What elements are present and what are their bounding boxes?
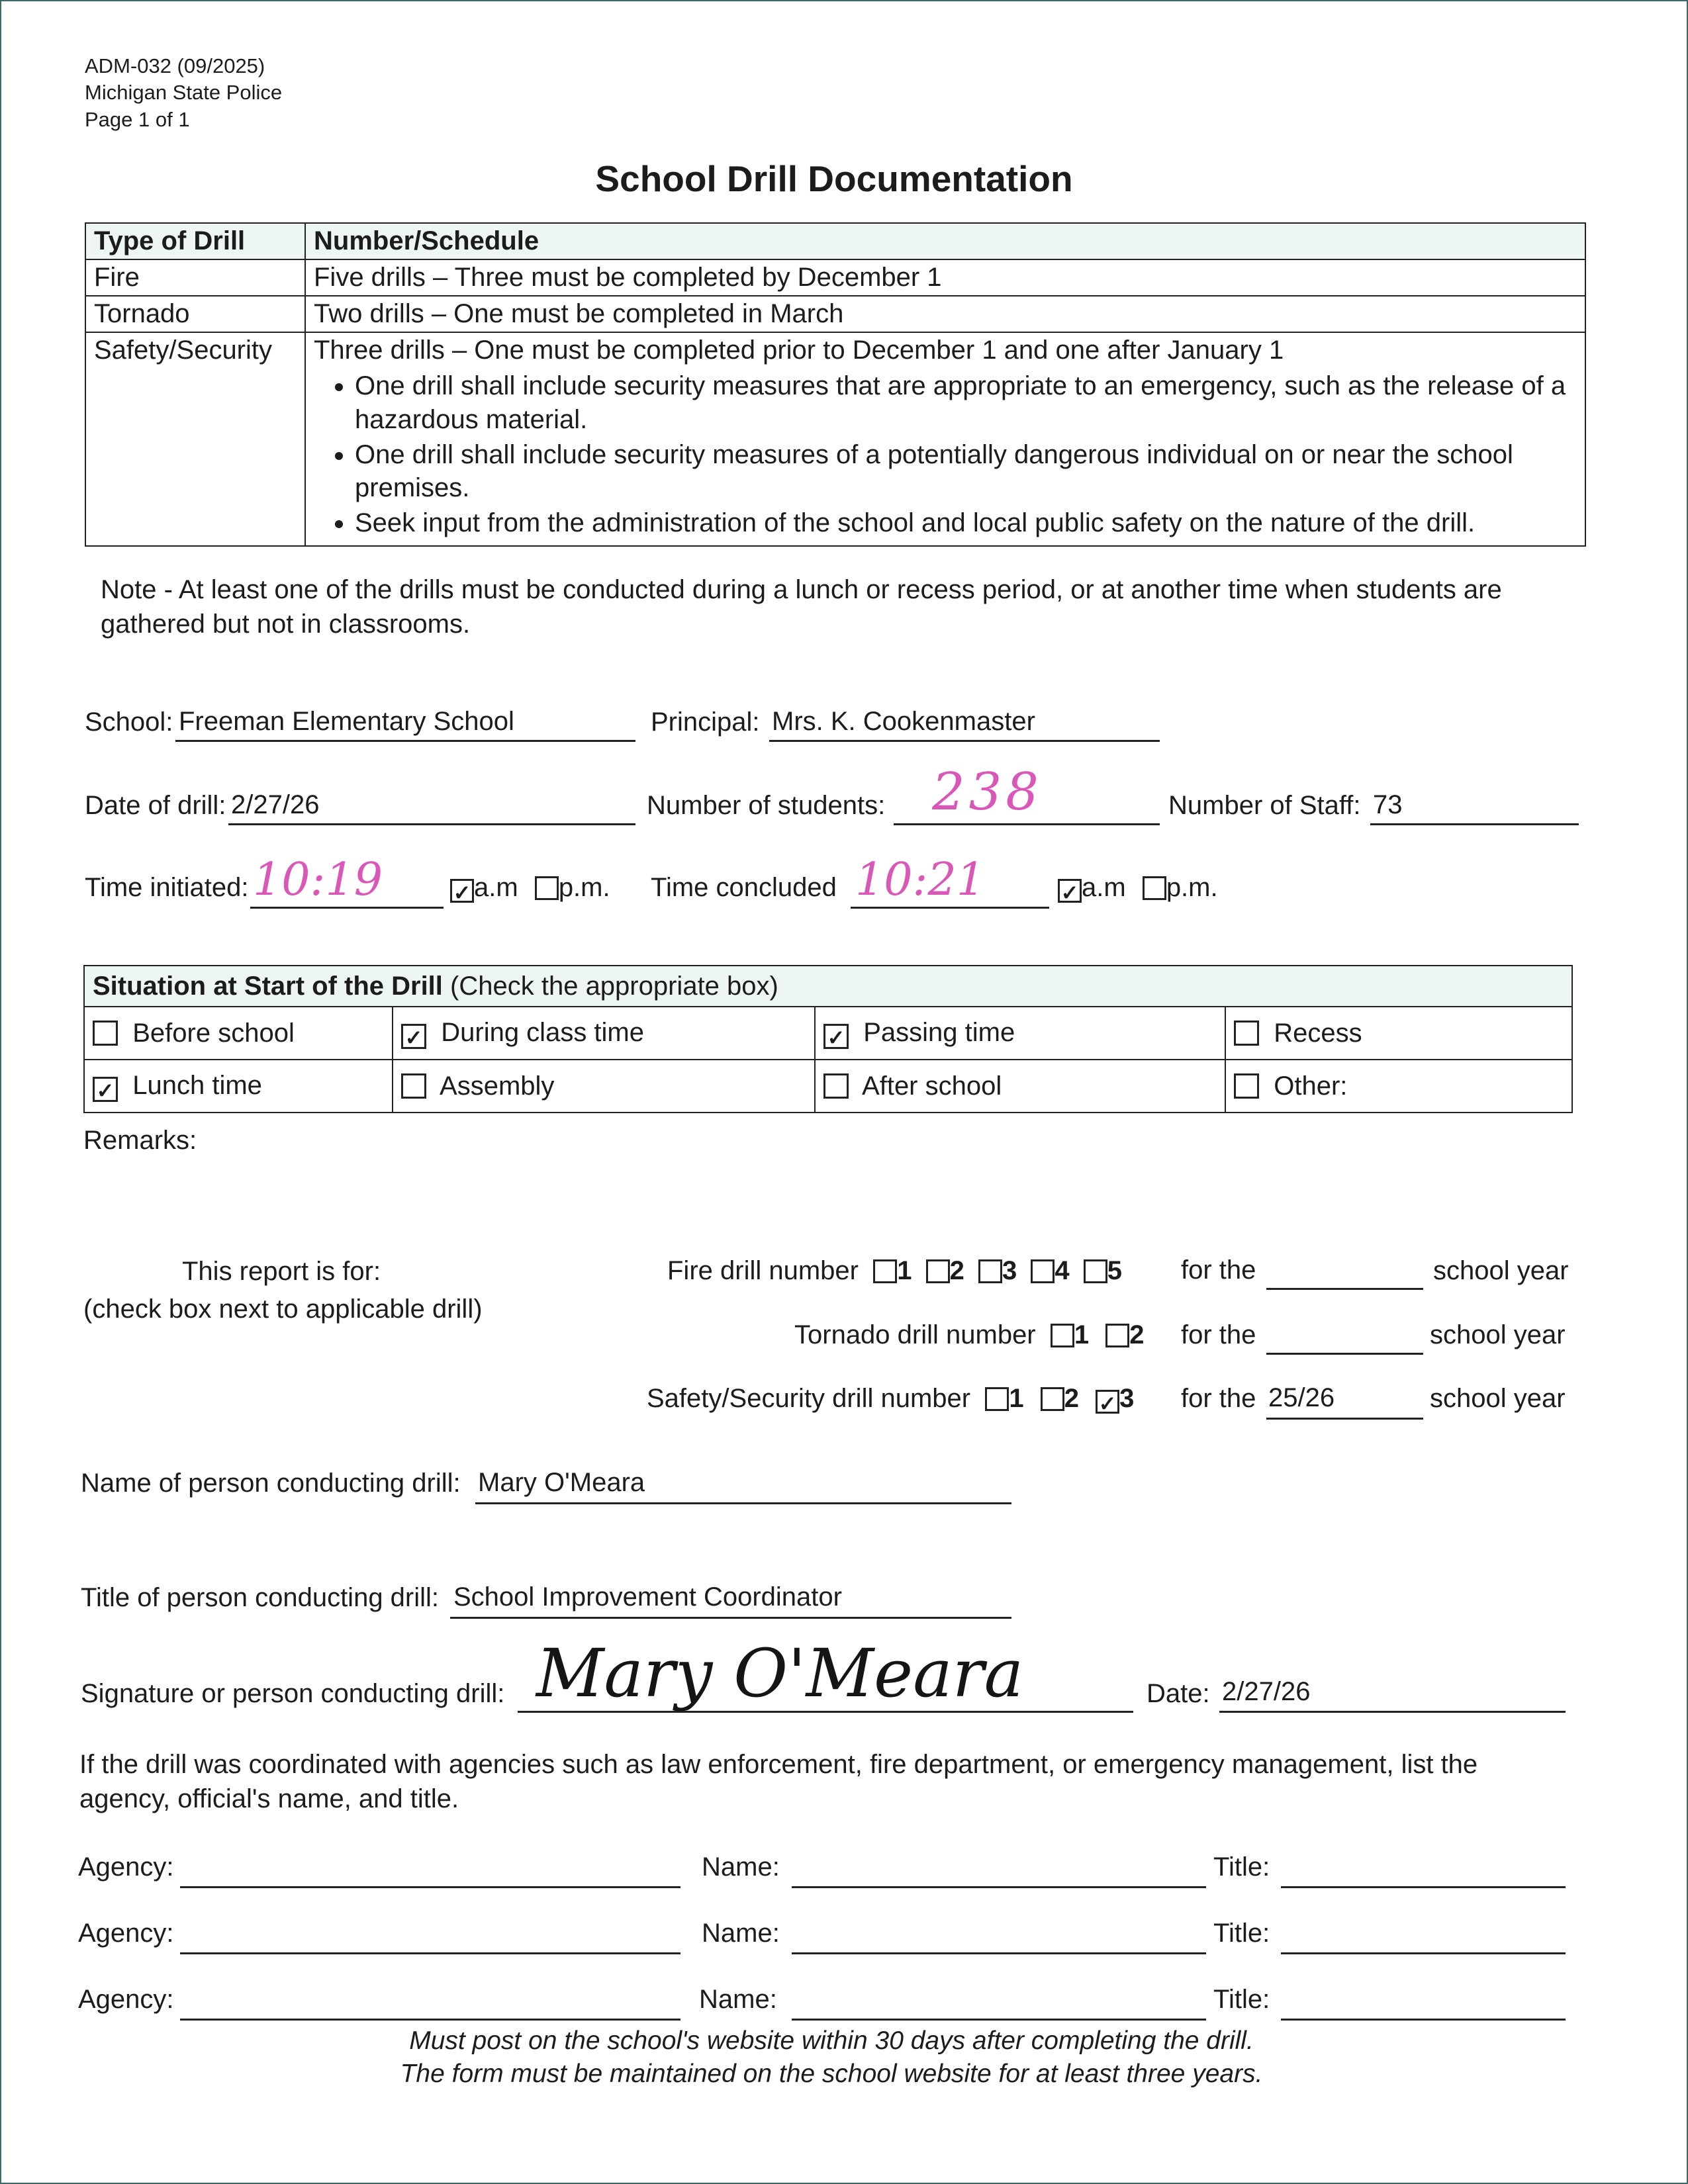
checkbox[interactable]: ✓ <box>93 1077 118 1102</box>
footer-note-1: Must post on the school's website within 30 days after completing the drill. <box>409 2026 1254 2055</box>
safety-year-line <box>1266 1418 1423 1420</box>
fire-drill-4-checkbox[interactable] <box>1031 1259 1055 1283</box>
am-label: a.m <box>474 873 518 902</box>
checkbox[interactable] <box>93 1021 118 1046</box>
staff-line <box>1370 823 1579 825</box>
situation-heading-note: (Check the appropriate box) <box>450 971 778 1001</box>
am-checkbox[interactable]: ✓ <box>450 879 474 903</box>
option-label: Before school <box>132 1018 295 1048</box>
drill-schedule-cell <box>305 332 1585 546</box>
situation-heading <box>84 966 1572 1007</box>
tornado-drill-row <box>794 1320 1145 1350</box>
situation-table <box>83 965 1573 1113</box>
title-label: Title: <box>1213 1852 1270 1882</box>
title-label: Title: <box>1213 1919 1270 1948</box>
checkbox[interactable] <box>401 1073 426 1099</box>
title-of-person-line <box>450 1617 1011 1619</box>
agency-field[interactable] <box>180 1886 680 1888</box>
page-title: School Drill Documentation <box>595 158 1073 199</box>
agency-name: Michigan State Police <box>85 81 283 105</box>
form-header <box>85 53 282 133</box>
drill-type: Fire <box>85 259 305 296</box>
situation-option[interactable] <box>393 1007 815 1060</box>
fire-drill-label: Fire drill number <box>667 1256 859 1285</box>
report-for-label: This report is for: <box>182 1257 381 1286</box>
school-label: School: <box>85 707 173 737</box>
remarks-label: Remarks: <box>83 1126 197 1155</box>
list-item: • One drill shall include security measures of a potentially dangerous individual on or near the school premises. <box>355 438 1577 506</box>
fire-drill-5-checkbox[interactable] <box>1084 1259 1107 1283</box>
checkbox[interactable] <box>1234 1021 1259 1046</box>
table-row <box>85 332 1585 546</box>
official-title-field[interactable] <box>1281 1886 1566 1888</box>
name-label: Name: <box>702 1919 780 1948</box>
official-name-field[interactable] <box>792 1886 1206 1888</box>
date-of-drill-label: Date of drill: <box>85 791 226 820</box>
list-item: • Seek input from the administration of the school and local public safety on the nature of the drill. <box>355 506 1577 540</box>
option-label: Other: <box>1274 1071 1348 1101</box>
table-row <box>85 259 1585 296</box>
name-label: Name: <box>699 1985 777 2014</box>
for-the-label: for the <box>1181 1320 1256 1349</box>
title-of-person-field[interactable]: School Improvement Coordinator <box>453 1582 842 1612</box>
number-label: 3 <box>1002 1256 1017 1285</box>
pm-label: p.m. <box>1166 873 1218 902</box>
agencies-instructions: If the drill was coordinated with agencies such as law enforcement, fire department, or emergency management, list the agency, official's name, and title. <box>79 1750 1478 1813</box>
number-label: 2 <box>949 1256 964 1285</box>
name-label: Name: <box>702 1852 780 1882</box>
signature-date-label: Date: <box>1147 1679 1210 1708</box>
staff-field[interactable]: 73 <box>1373 790 1403 819</box>
staff-label: Number of Staff: <box>1168 791 1361 820</box>
agency-label: Agency: <box>78 1985 174 2014</box>
safety-drill-2-checkbox[interactable] <box>1041 1387 1064 1411</box>
school-year-label: school year <box>1430 1320 1566 1349</box>
drill-type: Safety/Security <box>85 332 305 546</box>
option-label: Passing time <box>863 1017 1015 1047</box>
time-initiated-label: Time initiated: <box>85 873 249 902</box>
situation-option[interactable] <box>393 1060 815 1113</box>
principal-line <box>769 740 1160 742</box>
drill-type: Tornado <box>85 296 305 332</box>
number-label: 5 <box>1107 1256 1122 1285</box>
signature-date-line <box>1219 1711 1566 1713</box>
drill-schedule: Five drills – Three must be completed by December 1 <box>305 259 1585 296</box>
situation-option[interactable] <box>815 1007 1225 1060</box>
number-label: 2 <box>1064 1384 1079 1413</box>
number-label: 3 <box>1119 1384 1135 1413</box>
option-label: Assembly <box>440 1071 555 1101</box>
name-of-person-line <box>475 1502 1011 1504</box>
form-number: ADM-032 (09/2025) <box>85 54 265 77</box>
option-label: Lunch time <box>132 1070 262 1100</box>
drill-schedule: Two drills – One must be completed in March <box>305 296 1585 332</box>
signature-field[interactable]: Mary O'Meara <box>536 1635 1024 1712</box>
school-year-label: school year <box>1433 1256 1569 1285</box>
tornado-drill-2-checkbox[interactable] <box>1105 1324 1129 1347</box>
fire-drill-3-checkbox[interactable] <box>978 1259 1002 1283</box>
for-the-label: for the <box>1181 1255 1256 1285</box>
tornado-year-field[interactable] <box>1266 1353 1423 1355</box>
time-initiated-field[interactable]: 10:19 <box>253 854 383 906</box>
report-for-instructions: (check box next to applicable drill) <box>83 1295 483 1324</box>
pm-checkbox[interactable] <box>1143 876 1166 900</box>
table-header-row <box>85 223 1585 259</box>
agency-label: Agency: <box>78 1919 174 1948</box>
safety-drill-row <box>647 1383 1134 1414</box>
title-of-person-label: Title of person conducting drill: <box>81 1583 440 1612</box>
pm-checkbox[interactable] <box>535 876 559 900</box>
signature-label: Signature or person conducting drill: <box>81 1679 505 1708</box>
option-label: Recess <box>1274 1018 1362 1048</box>
number-label: 1 <box>897 1256 912 1285</box>
agency-field[interactable] <box>180 1952 680 1954</box>
checkbox[interactable]: ✓ <box>401 1024 426 1049</box>
situation-heading-bold: Situation at Start of the Drill <box>93 971 443 1001</box>
safety-drill-3-checkbox[interactable]: ✓ <box>1096 1390 1119 1414</box>
fire-drill-row <box>667 1255 1122 1286</box>
name-of-person-field[interactable]: Mary O'Meara <box>478 1468 645 1497</box>
official-name-field[interactable] <box>792 1952 1206 1954</box>
situation-option[interactable] <box>1225 1007 1572 1060</box>
official-title-field[interactable] <box>1281 1952 1566 1954</box>
time-concluded-ampm <box>1058 872 1218 903</box>
list-item: • One drill shall include security measures that are appropriate to an emergency, such as the release of a hazardous material. <box>355 369 1577 437</box>
page-number: Page 1 of 1 <box>85 107 190 131</box>
footer-note-2: The form must be maintained on the school website for at least three years. <box>400 2060 1263 2088</box>
name-of-person-label: Name of person conducting drill: <box>81 1469 461 1498</box>
agency-field[interactable] <box>180 2019 680 2021</box>
situation-option[interactable] <box>84 1060 393 1113</box>
time-concluded-line <box>851 907 1049 909</box>
official-name-field[interactable] <box>792 2019 1206 2021</box>
school-year-label: school year <box>1430 1384 1566 1413</box>
drill-schedule: Three drills – One must be completed prior to December 1 and one after January 1 <box>314 336 1284 365</box>
time-concluded-label: Time concluded <box>651 873 837 902</box>
option-label: During class time <box>441 1017 644 1047</box>
number-label: 1 <box>1074 1320 1090 1349</box>
fire-drill-2-checkbox[interactable] <box>926 1259 950 1283</box>
number-label: 1 <box>1009 1384 1024 1413</box>
students-line <box>894 823 1160 825</box>
school-line <box>175 740 635 742</box>
safety-drill-1-checkbox[interactable] <box>985 1387 1009 1411</box>
col-schedule-header: Number/Schedule <box>305 223 1585 259</box>
agency-label: Agency: <box>78 1852 174 1882</box>
date-of-drill-field[interactable]: 2/27/26 <box>231 790 320 819</box>
lunch-recess-note: Note - At least one of the drills must be conducted during a lunch or recess period, or at another time when students are gathered but not in classrooms. <box>101 575 1502 639</box>
tornado-drill-1-checkbox[interactable] <box>1051 1324 1074 1347</box>
for-the-label: for the <box>1181 1384 1256 1413</box>
official-title-field[interactable] <box>1281 2019 1566 2021</box>
am-checkbox[interactable]: ✓ <box>1058 879 1082 903</box>
fire-drill-1-checkbox[interactable] <box>873 1259 897 1283</box>
checkbox[interactable] <box>823 1073 849 1099</box>
number-label: 4 <box>1055 1256 1070 1285</box>
tornado-drill-label: Tornado drill number <box>794 1320 1036 1349</box>
drill-requirements-table <box>85 222 1586 547</box>
situation-option[interactable] <box>815 1060 1225 1113</box>
table-row <box>84 1060 1572 1113</box>
students-field[interactable]: 238 <box>932 762 1043 822</box>
date-line <box>228 823 635 825</box>
situation-header-row <box>84 966 1572 1007</box>
time-concluded-field[interactable]: 10:21 <box>855 854 985 906</box>
principal-field[interactable]: Mrs. K. Cookenmaster <box>772 707 1035 736</box>
pm-label: p.m. <box>558 873 610 902</box>
school-field[interactable]: Freeman Elementary School <box>179 707 514 736</box>
situation-option[interactable] <box>84 1007 393 1060</box>
safety-drill-label: Safety/Security drill number <box>647 1384 971 1413</box>
am-label: a.m <box>1082 873 1126 902</box>
table-row <box>84 1007 1572 1060</box>
security-requirements-list <box>314 369 1577 540</box>
fire-year-field[interactable] <box>1266 1288 1423 1290</box>
checkbox[interactable]: ✓ <box>823 1024 849 1049</box>
option-label: After school <box>862 1071 1002 1101</box>
col-type-header: Type of Drill <box>85 223 305 259</box>
students-label: Number of students: <box>647 791 886 820</box>
principal-label: Principal: <box>651 707 760 737</box>
number-label: 2 <box>1129 1320 1145 1349</box>
safety-year-field[interactable]: 25/26 <box>1268 1383 1335 1412</box>
table-row <box>85 296 1585 332</box>
signature-date-field[interactable]: 2/27/26 <box>1222 1677 1311 1706</box>
time-initiated-ampm <box>450 872 610 903</box>
time-initiated-line <box>250 907 444 909</box>
title-label: Title: <box>1213 1985 1270 2014</box>
situation-option[interactable] <box>1225 1060 1572 1113</box>
checkbox[interactable] <box>1234 1073 1259 1099</box>
